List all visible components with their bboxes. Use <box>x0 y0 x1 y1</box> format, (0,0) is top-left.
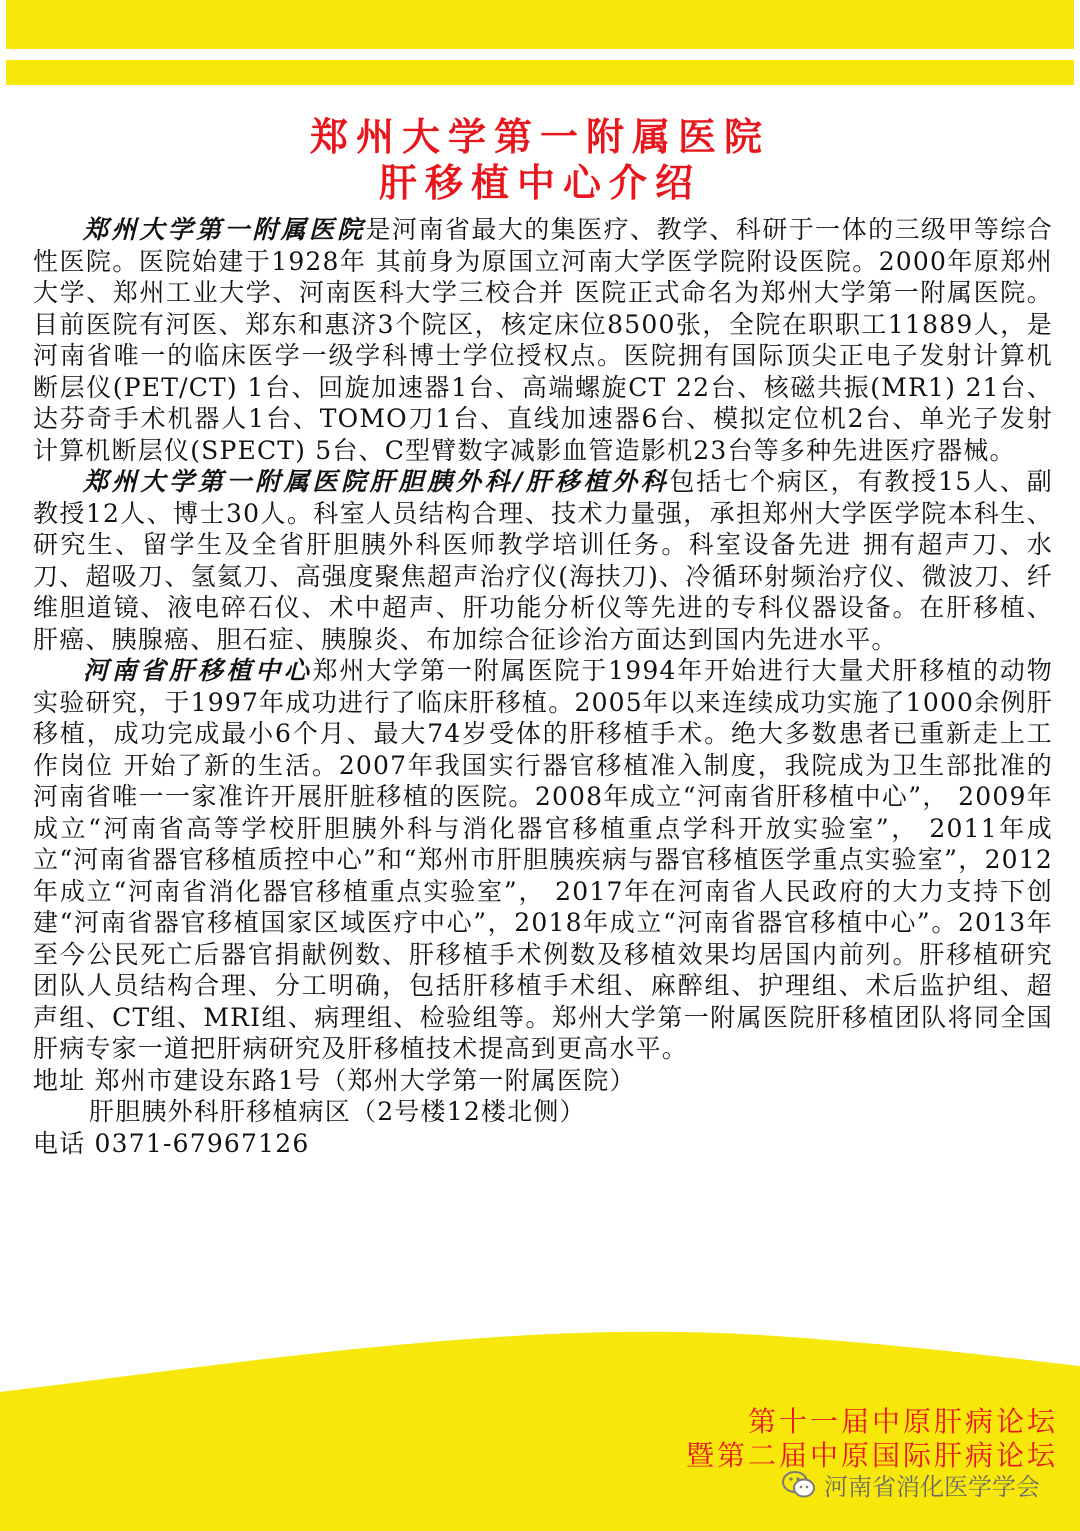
paragraph-text: 是河南省最大的集医疗、教学、科研于一体的三级甲等综合性医院。医院始建于1928年 其前身为原国立河南大学医学院附设医院。2000年原郑州大学、郑州工业大学、河南医科大学三校合并 医院正式命名为郑州大学第一附属医院。目前医院有河医、郑东和惠济3个院区，核定床位8500张，全院在职职工11889人，是河南省唯一的临床医学一级学科博士学位授权点。医院拥有国际顶尖正电子发射计算机断层仪(PET/CT) 1台、回旋加速器1台、高端螺旋CT 22台、核磁共振(MR1) 21台、达芬奇手术机器人1台、TOMO刀1台、直线加速器6台、模拟定位机2台、单光子发射计算机断层仪(SPECT) 5台、C型臂数字减影血管造影机23台等多种先进医疗器械。 <box>33 215 1053 465</box>
top-yellow-stripe <box>6 60 1074 85</box>
forum-title: 第十一届中原肝病论坛 <box>747 1405 1058 1438</box>
paragraph-lead: 河南省肝移植中心 <box>83 656 313 685</box>
wechat-watermark <box>782 1467 1040 1502</box>
forum-subtitle: 暨第二届中原国际肝病论坛 <box>685 1439 1058 1472</box>
paragraph-text: 包括七个病区，有教授15人、副教授12人、博士30人。科室人员结构合理、技术力量强，承担郑州大学医学院本科生、研究生、留学生及全省肝胆胰外科医师教学培训任务。科室设备先进 拥有超声刀、水刀、超吸刀、氢氦刀、高强度聚焦超声治疗仪(海扶刀)、冷循环射频治疗仪、微波刀、纤维胆道镜、液电碎石仪、术中超声、肝功能分析仪等先进的专科仪器设备。在肝移植、肝癌、胰腺癌、胆石症、胰腺炎、布加综合征诊治方面达到国内先进水平。 <box>33 467 1053 654</box>
top-yellow-band <box>6 0 1074 49</box>
paragraph-lead: 郑州大学第一附属医院 <box>83 215 366 244</box>
paragraph-text: 郑州大学第一附属医院于1994年开始进行大量犬肝移植的动物实验研究，于1997年成功进行了临床肝移植。2005年以来连续成功实施了1000余例肝移植，成功完成最小6个月、最大74岁受体的肝移植手术。绝大多数患者已重新走上工作岗位 开始了新的生活。2007年我国实行器官移植准入制度，我院成为卫生部批准的河南省唯一一家准许开展肝脏移植的医院。2008年成立“河南省肝移植中心”， 2009年成立“河南省高等学校肝胆胰外科与消化器官移植重点学科开放实验室”， 2011年成立“河南省器官移植质控中心”和“郑州市肝胆胰疾病与器官移植医学重点实验室”，2012年成立“河南省消化器官移植重点实验室”， 2017年在河南省人民政府的大力支持下创建“河南省器官移植国家区域医疗中心”，2018年成立“河南省器官移植中心”。2013年至今公民死亡后器官捐献例数、肝移植手术例数及移植效果均居国内前列。肝移植研究团队人员结构合理、分工明确，包括肝移植手术组、麻醉组、护理组、术后监护组、超声组、CT组、MRI组、病理组、检验组等。郑州大学第一附属医院肝移植团队将同全国肝病专家一道把肝病研究及肝移植技术提高到更高水平。 <box>33 656 1053 1063</box>
address-line: 地址 郑州市建设东路1号（郑州大学第一附属医院） <box>33 1065 636 1095</box>
brand-name: 河南省消化医学学会 <box>824 1473 1040 1501</box>
paragraph-hospital <box>33 214 1053 466</box>
page-subtitle: 肝移植中心介绍 <box>378 160 701 205</box>
address-line-ward: 肝胆胰外科肝移植病区（2号楼12楼北侧） <box>89 1097 586 1126</box>
article-body <box>33 214 1053 1159</box>
phone-line: 电话 0371-67967126 <box>33 1128 310 1158</box>
paragraph-lead: 郑州大学第一附属医院肝胆胰外科/肝移植外科 <box>83 467 670 496</box>
page-title: 郑州大学第一附属医院 <box>309 114 770 159</box>
wechat-icon <box>782 1470 816 1500</box>
paragraph-department <box>33 466 1053 655</box>
paragraph-transplant-center <box>33 655 1053 1065</box>
